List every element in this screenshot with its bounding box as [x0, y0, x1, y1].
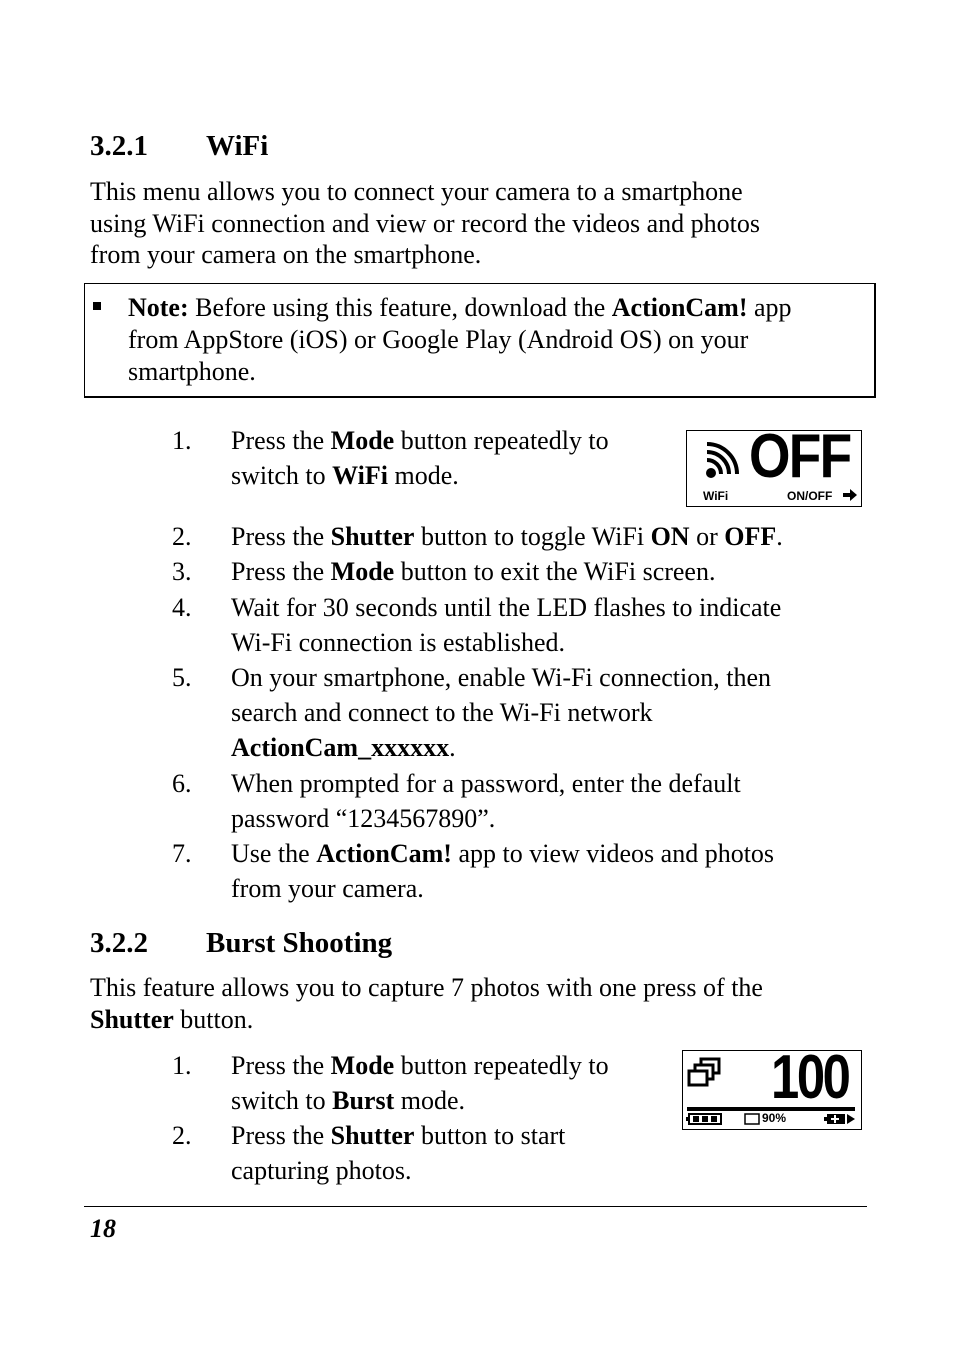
step-keyword: Shutter — [330, 522, 415, 551]
note-label: Note: — [128, 293, 189, 322]
step-text — [231, 766, 741, 836]
memory-card-percentage: 90% — [762, 1111, 787, 1125]
step-text-segment: or — [689, 522, 725, 551]
step-text-segment: button repeatedly to — [394, 1051, 609, 1080]
step-text-segment: switch to — [231, 461, 333, 490]
step-text-segment: . — [776, 522, 783, 551]
section-number: 3.2.1 — [90, 130, 148, 162]
step-text — [231, 1118, 565, 1188]
note-text-segment: Before using this feature, download the — [188, 293, 612, 322]
step-text-segment: Press the — [231, 426, 331, 455]
step-text — [231, 660, 771, 765]
step-text-segment: mode. — [394, 1086, 465, 1115]
burst-intro-paragraph — [90, 972, 763, 1035]
intro-line: This menu allows you to connect your camera to a smartphone — [90, 177, 743, 206]
wifi-intro-paragraph — [90, 176, 760, 271]
step-number: 5. — [172, 663, 192, 692]
burst-mode-icon — [689, 1059, 719, 1085]
footer-rule — [84, 1206, 867, 1207]
app-name: ActionCam! — [316, 839, 452, 868]
wifi-status-value: OFF — [749, 422, 851, 491]
lcd-burst-screen — [682, 1043, 862, 1130]
step-keyword: ON — [650, 522, 690, 551]
step-line: from your camera. — [231, 874, 424, 903]
step-text-segment: switch to — [231, 1086, 333, 1115]
step-text-segment: Use the — [231, 839, 317, 868]
step-text-segment: button to exit the WiFi screen. — [394, 557, 716, 586]
step-keyword: Shutter — [330, 1121, 415, 1150]
shots-remaining-value: 100 — [771, 1043, 849, 1112]
battery-icon — [686, 1114, 721, 1124]
memory-card-icon — [745, 1114, 759, 1124]
step-keyword: WiFi — [332, 461, 388, 490]
note-line: from AppStore (iOS) or Google Play (Android OS) on your — [128, 325, 749, 354]
step-text-segment: app to view videos and photos — [451, 839, 775, 868]
step-line: Wi-Fi connection is established. — [231, 628, 566, 657]
lcd-onoff-label: ON/OFF — [787, 489, 833, 503]
step-text — [231, 836, 774, 906]
step-number: 1. — [172, 1051, 192, 1080]
step-number: 4. — [172, 593, 192, 622]
step-text-segment: mode. — [387, 461, 459, 490]
step-keyword: Mode — [330, 557, 395, 586]
note-text-segment: app — [747, 293, 792, 322]
step-keyword: Burst — [332, 1086, 395, 1115]
step-number: 7. — [172, 839, 192, 868]
section-heading-burst — [90, 926, 392, 960]
note-line: smartphone. — [128, 357, 256, 386]
step-keyword: Mode — [330, 1051, 395, 1080]
step-text-segment: button to toggle WiFi — [414, 522, 651, 551]
step-line: On your smartphone, enable Wi-Fi connection, then — [231, 663, 772, 692]
step-number: 2. — [172, 522, 192, 551]
section-title: Burst Shooting — [206, 927, 393, 959]
step-text — [231, 590, 781, 660]
step-keyword: OFF — [724, 522, 777, 551]
step-number: 6. — [172, 769, 192, 798]
intro-line: This feature allows you to capture 7 photos with one press of the — [90, 973, 763, 1002]
step-text-segment: Press the — [231, 522, 331, 551]
step-text-segment: Press the — [231, 1051, 331, 1080]
intro-text-segment: button. — [173, 1004, 254, 1034]
network-name: ActionCam_xxxxxx — [231, 733, 450, 762]
intro-line: from your camera on the smartphone. — [90, 240, 482, 269]
step-text-segment: button repeatedly to — [394, 426, 609, 455]
step-line: capturing photos. — [231, 1156, 412, 1185]
section-number: 3.2.2 — [90, 927, 148, 959]
intro-line: using WiFi connection and view or record the videos and photos — [90, 208, 761, 238]
step-text-segment: button to start — [414, 1121, 566, 1150]
step-text-segment: Press the — [231, 557, 331, 586]
section-title: WiFi — [206, 130, 269, 162]
step-text-segment: Press the — [231, 1121, 331, 1150]
charging-icon — [824, 1114, 855, 1124]
app-name: ActionCam! — [611, 293, 748, 322]
step-keyword: Mode — [330, 426, 395, 455]
bullet-square-icon — [93, 302, 101, 310]
section-heading-wifi — [90, 129, 268, 163]
step-text — [231, 423, 609, 493]
step-line: search and connect to the Wi-Fi network — [231, 698, 653, 727]
note-text — [128, 292, 868, 388]
step-number: 3. — [172, 557, 192, 586]
step-number: 1. — [172, 426, 192, 455]
page-number: 18 — [90, 1214, 116, 1243]
step-line: When prompted for a password, enter the default — [231, 769, 741, 798]
intro-keyword: Shutter — [90, 1004, 174, 1034]
step-text — [231, 554, 715, 589]
lcd-wifi-screen — [686, 422, 862, 507]
step-line: Wait for 30 seconds until the LED flashes to indicate — [231, 593, 782, 622]
step-line: password “1234567890”. — [231, 804, 496, 833]
step-text-segment: . — [449, 733, 456, 762]
lcd-wifi-label: WiFi — [703, 489, 729, 503]
step-number: 2. — [172, 1121, 192, 1150]
step-text — [231, 519, 783, 554]
wifi-signal-icon — [706, 444, 737, 478]
step-text — [231, 1048, 609, 1118]
